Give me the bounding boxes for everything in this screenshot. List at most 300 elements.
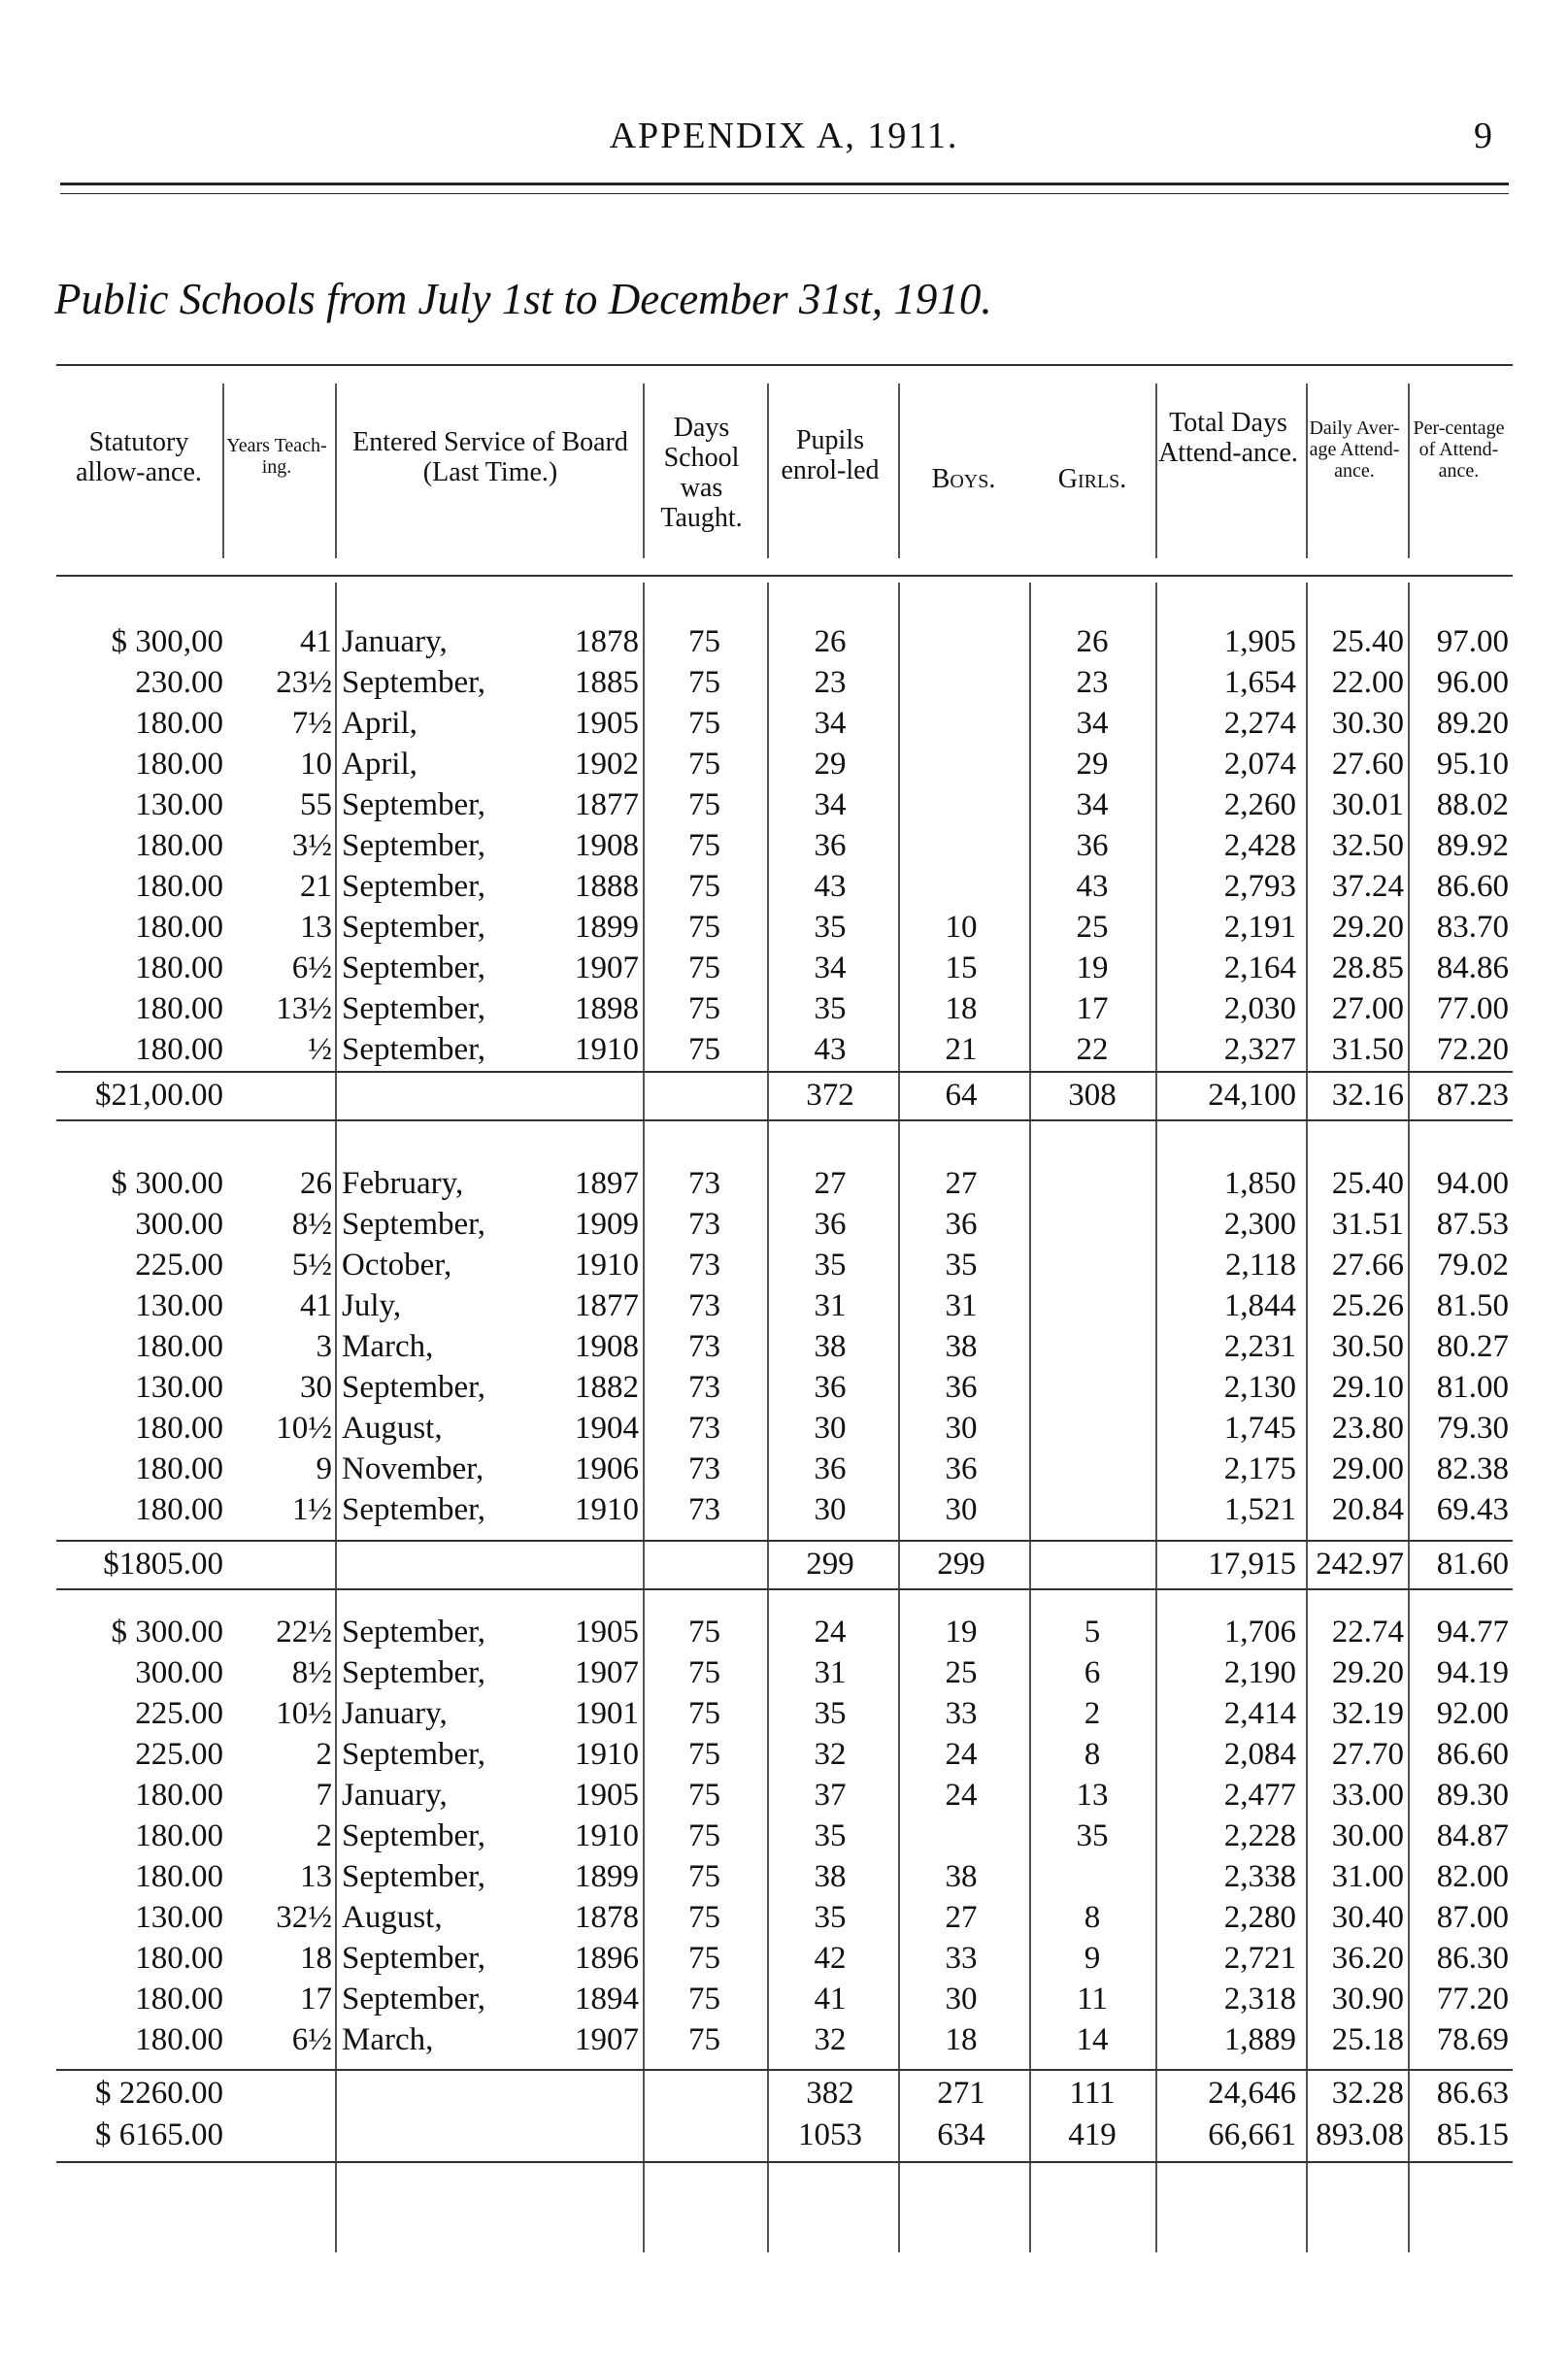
cell-entered-year: 1877 [575,787,639,822]
cell-years: 5½ [291,1248,332,1283]
cell-total-days: 2,280 [1223,1900,1296,1935]
cell-entered-month: September, [342,1818,486,1853]
cell-days: 75 [688,665,720,700]
cell-allowance: 180.00 [135,706,223,741]
cell-allowance: $ 300.00 [111,1166,223,1201]
cell-total-days: 24,100 [1208,1078,1296,1113]
body-divider [1306,583,1308,2252]
cell-percentage: 78.69 [1436,2022,1509,2057]
header-divider [898,383,900,558]
cell-allowance: 180.00 [135,910,223,945]
cell-entered-month: March, [342,1329,434,1364]
cell-years: 30 [300,1370,332,1405]
cell-entered-month: January, [342,1778,448,1813]
cell-daily-average: 32.16 [1331,1078,1404,1113]
cell-allowance: 180.00 [135,1778,223,1813]
cell-pupils: 35 [814,1696,847,1731]
cell-allowance: 225.00 [135,1696,223,1731]
cell-boys: 15 [945,950,978,985]
cell-days: 75 [688,787,720,822]
cell-total-days: 24,646 [1208,2076,1296,2111]
cell-allowance: 180.00 [135,1941,223,1976]
cell-pupils: 24 [814,1615,847,1650]
cell-pupils: 35 [814,1248,847,1283]
cell-days: 73 [688,1411,720,1446]
col-header-entered: Entered Service of Board (Last Time.) [352,427,628,487]
cell-years: ½ [308,1032,332,1067]
cell-years: 8½ [291,1655,332,1690]
cell-total-days: 2,074 [1223,747,1296,782]
cell-entered-year: 1894 [575,1982,639,2016]
cell-boys: 30 [945,1492,978,1527]
cell-percentage: 94.00 [1436,1166,1509,1201]
body-divider [335,583,337,2252]
cell-entered-month: September, [342,991,486,1026]
cell-days: 75 [688,1737,720,1772]
cell-entered-month: September, [342,828,486,863]
cell-daily-average: 27.66 [1331,1248,1404,1283]
cell-daily-average: 31.00 [1331,1859,1404,1894]
cell-allowance: $1805.00 [103,1547,223,1582]
cell-daily-average: 32.19 [1331,1696,1404,1731]
cell-total-days: 1,706 [1223,1615,1296,1650]
cell-entered-year: 1888 [575,869,639,904]
header-divider [335,383,337,558]
cell-allowance: $ 2260.00 [95,2076,223,2111]
cell-entered-month: September, [342,1492,486,1527]
cell-percentage: 85.15 [1436,2117,1509,2152]
cell-boys: 38 [945,1329,978,1364]
cell-entered-year: 1905 [575,706,639,741]
cell-pupils: 35 [814,910,847,945]
cell-daily-average: 22.00 [1331,665,1404,700]
cell-total-days: 2,190 [1223,1655,1296,1690]
cell-entered-year: 1878 [575,1900,639,1935]
cell-pupils: 34 [814,787,847,822]
cell-entered-month: August, [342,1411,443,1446]
cell-boys: 25 [945,1655,978,1690]
cell-daily-average: 31.50 [1331,1032,1404,1067]
cell-entered-year: 1902 [575,747,639,782]
cell-days: 75 [688,706,720,741]
cell-pupils: 32 [814,2022,847,2057]
cell-entered-month: March, [342,2022,434,2057]
cell-percentage: 86.30 [1436,1941,1509,1976]
col-header-daily-average: Daily Aver-age Attend-ance. [1309,417,1400,482]
cell-daily-average: 893.08 [1316,2117,1404,2152]
cell-entered-month: July, [342,1288,402,1323]
cell-boys: 36 [945,1370,978,1405]
cell-years: 13½ [276,991,332,1026]
cell-total-days: 66,661 [1208,2117,1296,2152]
cell-days: 73 [688,1207,720,1242]
cell-entered-year: 1908 [575,828,639,863]
cell-entered-year: 1906 [575,1451,639,1486]
cell-years: 26 [300,1166,332,1201]
cell-days: 75 [688,1032,720,1067]
cell-daily-average: 32.28 [1331,2076,1404,2111]
cell-boys: 634 [937,2117,985,2152]
cell-allowance: 180.00 [135,1818,223,1853]
cell-percentage: 92.00 [1436,1696,1509,1731]
cell-entered-year: 1899 [575,910,639,945]
cell-allowance: 180.00 [135,1859,223,1894]
cell-daily-average: 30.00 [1331,1818,1404,1853]
cell-days: 75 [688,1778,720,1813]
cell-total-days: 2,414 [1223,1696,1296,1731]
cell-entered-month: September, [342,1370,486,1405]
cell-allowance: 180.00 [135,2022,223,2057]
cell-percentage: 88.02 [1436,787,1509,822]
group-total-rule [56,1540,1513,1542]
cell-boys: 27 [945,1166,978,1201]
cell-daily-average: 29.00 [1331,1451,1404,1486]
cell-years: 18 [300,1941,332,1976]
cell-years: 1½ [291,1492,332,1527]
cell-entered-year: 1896 [575,1941,639,1976]
cell-pupils: 26 [814,624,847,659]
cell-days: 75 [688,1941,720,1976]
cell-entered-month: September, [342,1655,486,1690]
cell-days: 75 [688,828,720,863]
cell-girls: 13 [1076,1778,1109,1813]
col-header-pupils: Pupils enrol-led [781,425,880,485]
cell-entered-month: April, [342,747,417,782]
cell-daily-average: 33.00 [1331,1778,1404,1813]
cell-entered-month: October, [342,1248,452,1283]
cell-pupils: 35 [814,1900,847,1935]
cell-total-days: 1,654 [1223,665,1296,700]
cell-pupils: 23 [814,665,847,700]
cell-percentage: 79.02 [1436,1248,1509,1283]
cell-entered-year: 1910 [575,1492,639,1527]
cell-years: 7½ [291,706,332,741]
cell-pupils: 30 [814,1411,847,1446]
group-separator-rule [56,1588,1513,1590]
cell-boys: 18 [945,2022,978,2057]
cell-entered-month: April, [342,706,417,741]
cell-entered-year: 1904 [575,1411,639,1446]
cell-pupils: 41 [814,1982,847,2016]
cell-percentage: 86.60 [1436,1737,1509,1772]
cell-allowance: 180.00 [135,828,223,863]
cell-boys: 271 [937,2076,985,2111]
cell-years: 55 [300,787,332,822]
group-separator-rule [56,1119,1513,1121]
cell-pupils: 36 [814,1451,847,1486]
cell-daily-average: 27.00 [1331,991,1404,1026]
cell-pupils: 27 [814,1166,847,1201]
table-top-rule [56,364,1513,366]
cell-allowance: 130.00 [135,787,223,822]
body-divider [1408,583,1410,2252]
cell-total-days: 2,164 [1223,950,1296,985]
cell-allowance: $ 300.00 [111,1615,223,1650]
cell-total-days: 1,889 [1223,2022,1296,2057]
cell-girls: 308 [1068,1078,1117,1113]
cell-years: 23½ [276,665,332,700]
cell-total-days: 2,338 [1223,1859,1296,1894]
cell-percentage: 86.60 [1436,869,1509,904]
col-header-years: Years Teach-ing. [226,435,327,478]
cell-percentage: 82.38 [1436,1451,1509,1486]
cell-girls: 14 [1076,2022,1109,2057]
cell-days: 75 [688,1615,720,1650]
cell-allowance: 300.00 [135,1655,223,1690]
cell-boys: 31 [945,1288,978,1323]
cell-percentage: 79.30 [1436,1411,1509,1446]
cell-allowance: 130.00 [135,1900,223,1935]
cell-percentage: 89.20 [1436,706,1509,741]
cell-total-days: 2,721 [1223,1941,1296,1976]
cell-days: 75 [688,624,720,659]
cell-percentage: 82.00 [1436,1859,1509,1894]
cell-entered-month: September, [342,1982,486,2016]
cell-allowance: 180.00 [135,1451,223,1486]
cell-allowance: 180.00 [135,1492,223,1527]
cell-days: 73 [688,1370,720,1405]
cell-entered-month: September, [342,869,486,904]
cell-total-days: 1,850 [1223,1166,1296,1201]
cell-total-days: 2,327 [1223,1032,1296,1067]
cell-girls: 2 [1084,1696,1101,1731]
cell-days: 75 [688,1982,720,2016]
cell-girls: 111 [1069,2076,1116,2111]
cell-entered-month: February, [342,1166,464,1201]
cell-boys: 35 [945,1248,978,1283]
cell-days: 75 [688,950,720,985]
cell-total-days: 2,175 [1223,1451,1296,1486]
cell-percentage: 84.87 [1436,1818,1509,1853]
cell-allowance: $ 300,00 [111,624,223,659]
cell-daily-average: 242.97 [1316,1547,1404,1582]
cell-allowance: 225.00 [135,1737,223,1772]
cell-daily-average: 37.24 [1331,869,1404,904]
cell-years: 9 [316,1451,332,1486]
cell-total-days: 2,428 [1223,828,1296,863]
cell-boys: 27 [945,1900,978,1935]
cell-total-days: 2,260 [1223,787,1296,822]
cell-total-days: 2,477 [1223,1778,1296,1813]
header-divider [222,383,224,558]
cell-girls: 22 [1076,1032,1109,1067]
cell-daily-average: 30.30 [1331,706,1404,741]
cell-girls: 26 [1076,624,1109,659]
header-bottom-rule [56,575,1513,577]
body-divider [643,583,645,2252]
cell-days: 73 [688,1451,720,1486]
cell-years: 13 [300,1859,332,1894]
cell-boys: 64 [945,1078,978,1113]
cell-years: 10 [300,747,332,782]
cell-entered-year: 1908 [575,1329,639,1364]
cell-days: 73 [688,1329,720,1364]
cell-percentage: 77.20 [1436,1982,1509,2016]
cell-daily-average: 27.70 [1331,1737,1404,1772]
cell-daily-average: 32.50 [1331,828,1404,863]
cell-pupils: 35 [814,991,847,1026]
col-header-total-days: Total Days Attend-ance. [1158,408,1298,468]
body-divider [767,583,769,2252]
cell-total-days: 1,844 [1223,1288,1296,1323]
cell-days: 75 [688,991,720,1026]
cell-allowance: $21,00.00 [95,1078,223,1113]
cell-years: 41 [300,1288,332,1323]
cell-days: 73 [688,1248,720,1283]
cell-entered-year: 1898 [575,991,639,1026]
cell-allowance: 180.00 [135,1329,223,1364]
cell-days: 75 [688,747,720,782]
cell-total-days: 2,274 [1223,706,1296,741]
col-header-days: Days School was Taught. [660,413,743,533]
cell-percentage: 87.53 [1436,1207,1509,1242]
cell-percentage: 84.86 [1436,950,1509,985]
cell-days: 73 [688,1166,720,1201]
cell-daily-average: 20.84 [1331,1492,1404,1527]
cell-boys: 36 [945,1207,978,1242]
cell-percentage: 89.92 [1436,828,1509,863]
cell-percentage: 97.00 [1436,624,1509,659]
cell-entered-year: 1901 [575,1696,639,1731]
cell-entered-year: 1910 [575,1032,639,1067]
cell-allowance: 230.00 [135,665,223,700]
cell-percentage: 80.27 [1436,1329,1509,1364]
cell-entered-month: September, [342,1941,486,1976]
cell-pupils: 372 [806,1078,854,1113]
cell-days: 75 [688,1818,720,1853]
cell-percentage: 69.43 [1436,1492,1509,1527]
cell-entered-year: 1897 [575,1166,639,1201]
cell-girls: 29 [1076,747,1109,782]
cell-years: 10½ [276,1411,332,1446]
cell-girls: 17 [1076,991,1109,1026]
group-total-rule [56,1071,1513,1073]
cell-entered-year: 1899 [575,1859,639,1894]
cell-total-days: 2,231 [1223,1329,1296,1364]
body-divider [1029,583,1031,2252]
cell-total-days: 2,118 [1224,1248,1296,1283]
cell-total-days: 2,030 [1223,991,1296,1026]
cell-pupils: 32 [814,1737,847,1772]
cell-allowance: 225.00 [135,1248,223,1283]
cell-days: 75 [688,1859,720,1894]
cell-entered-month: September, [342,950,486,985]
cell-days: 75 [688,910,720,945]
cell-daily-average: 27.60 [1331,747,1404,782]
cell-percentage: 87.23 [1436,1078,1509,1113]
body-divider [1155,583,1157,2252]
cell-daily-average: 28.85 [1331,950,1404,985]
cell-daily-average: 25.40 [1331,624,1404,659]
cell-entered-month: September, [342,787,486,822]
cell-percentage: 81.50 [1436,1288,1509,1323]
cell-boys: 18 [945,991,978,1026]
cell-years: 2 [316,1737,332,1772]
cell-allowance: 180.00 [135,950,223,985]
cell-allowance: 180.00 [135,991,223,1026]
cell-entered-year: 1907 [575,1655,639,1690]
cell-daily-average: 25.26 [1331,1288,1404,1323]
cell-entered-month: January, [342,1696,448,1731]
cell-allowance: 130.00 [135,1288,223,1323]
cell-entered-year: 1907 [575,950,639,985]
cell-pupils: 36 [814,1207,847,1242]
cell-years: 8½ [291,1207,332,1242]
col-header-boys: Boys. [931,464,996,494]
cell-girls: 19 [1076,950,1109,985]
cell-daily-average: 30.90 [1331,1982,1404,2016]
cell-daily-average: 30.50 [1331,1329,1404,1364]
cell-percentage: 87.00 [1436,1900,1509,1935]
cell-girls: 5 [1084,1615,1101,1650]
cell-girls: 35 [1076,1818,1109,1853]
cell-boys: 24 [945,1737,978,1772]
header-divider [643,383,645,558]
col-header-percentage: Per-centage of Attend-ance. [1413,417,1505,482]
cell-entered-month: September, [342,1615,486,1650]
cell-pupils: 36 [814,828,847,863]
cell-boys: 10 [945,910,978,945]
cell-pupils: 37 [814,1778,847,1813]
cell-pupils: 35 [814,1818,847,1853]
cell-pupils: 1053 [798,2117,862,2152]
cell-entered-year: 1905 [575,1615,639,1650]
cell-allowance: 180.00 [135,869,223,904]
col-header-allowance: Statutory allow-ance. [76,427,202,487]
cell-girls: 25 [1076,910,1109,945]
cell-entered-month: November, [342,1451,484,1486]
cell-boys: 33 [945,1696,978,1731]
header-divider [1408,383,1410,558]
cell-daily-average: 36.20 [1331,1941,1404,1976]
cell-pupils: 31 [814,1288,847,1323]
cell-pupils: 30 [814,1492,847,1527]
table-title: Public Schools from July 1st to December 31st, 1910. [54,275,992,323]
cell-daily-average: 30.01 [1331,787,1404,822]
cell-pupils: 36 [814,1370,847,1405]
page-number: 9 [1474,116,1492,156]
cell-entered-month: August, [342,1900,443,1935]
cell-girls: 23 [1076,665,1109,700]
cell-total-days: 2,300 [1223,1207,1296,1242]
cell-pupils: 299 [806,1547,854,1582]
cell-daily-average: 29.20 [1331,1655,1404,1690]
body-divider [898,583,900,2252]
cell-entered-year: 1910 [575,1818,639,1853]
cell-allowance: $ 6165.00 [95,2117,223,2152]
cell-percentage: 96.00 [1436,665,1509,700]
cell-allowance: 130.00 [135,1370,223,1405]
cell-total-days: 2,793 [1223,869,1296,904]
cell-boys: 36 [945,1451,978,1486]
cell-boys: 21 [945,1032,978,1067]
cell-years: 21 [300,869,332,904]
cell-girls: 36 [1076,828,1109,863]
cell-boys: 30 [945,1411,978,1446]
cell-percentage: 77.00 [1436,991,1509,1026]
cell-girls: 419 [1068,2117,1117,2152]
cell-girls: 8 [1084,1900,1101,1935]
cell-days: 75 [688,1655,720,1690]
col-header-girls: Girls. [1057,464,1127,494]
cell-pupils: 43 [814,869,847,904]
cell-pupils: 38 [814,1329,847,1364]
cell-entered-year: 1909 [575,1207,639,1242]
cell-total-days: 2,084 [1223,1737,1296,1772]
cell-percentage: 72.20 [1436,1032,1509,1067]
cell-boys: 30 [945,1982,978,2016]
header-rule [60,183,1509,194]
